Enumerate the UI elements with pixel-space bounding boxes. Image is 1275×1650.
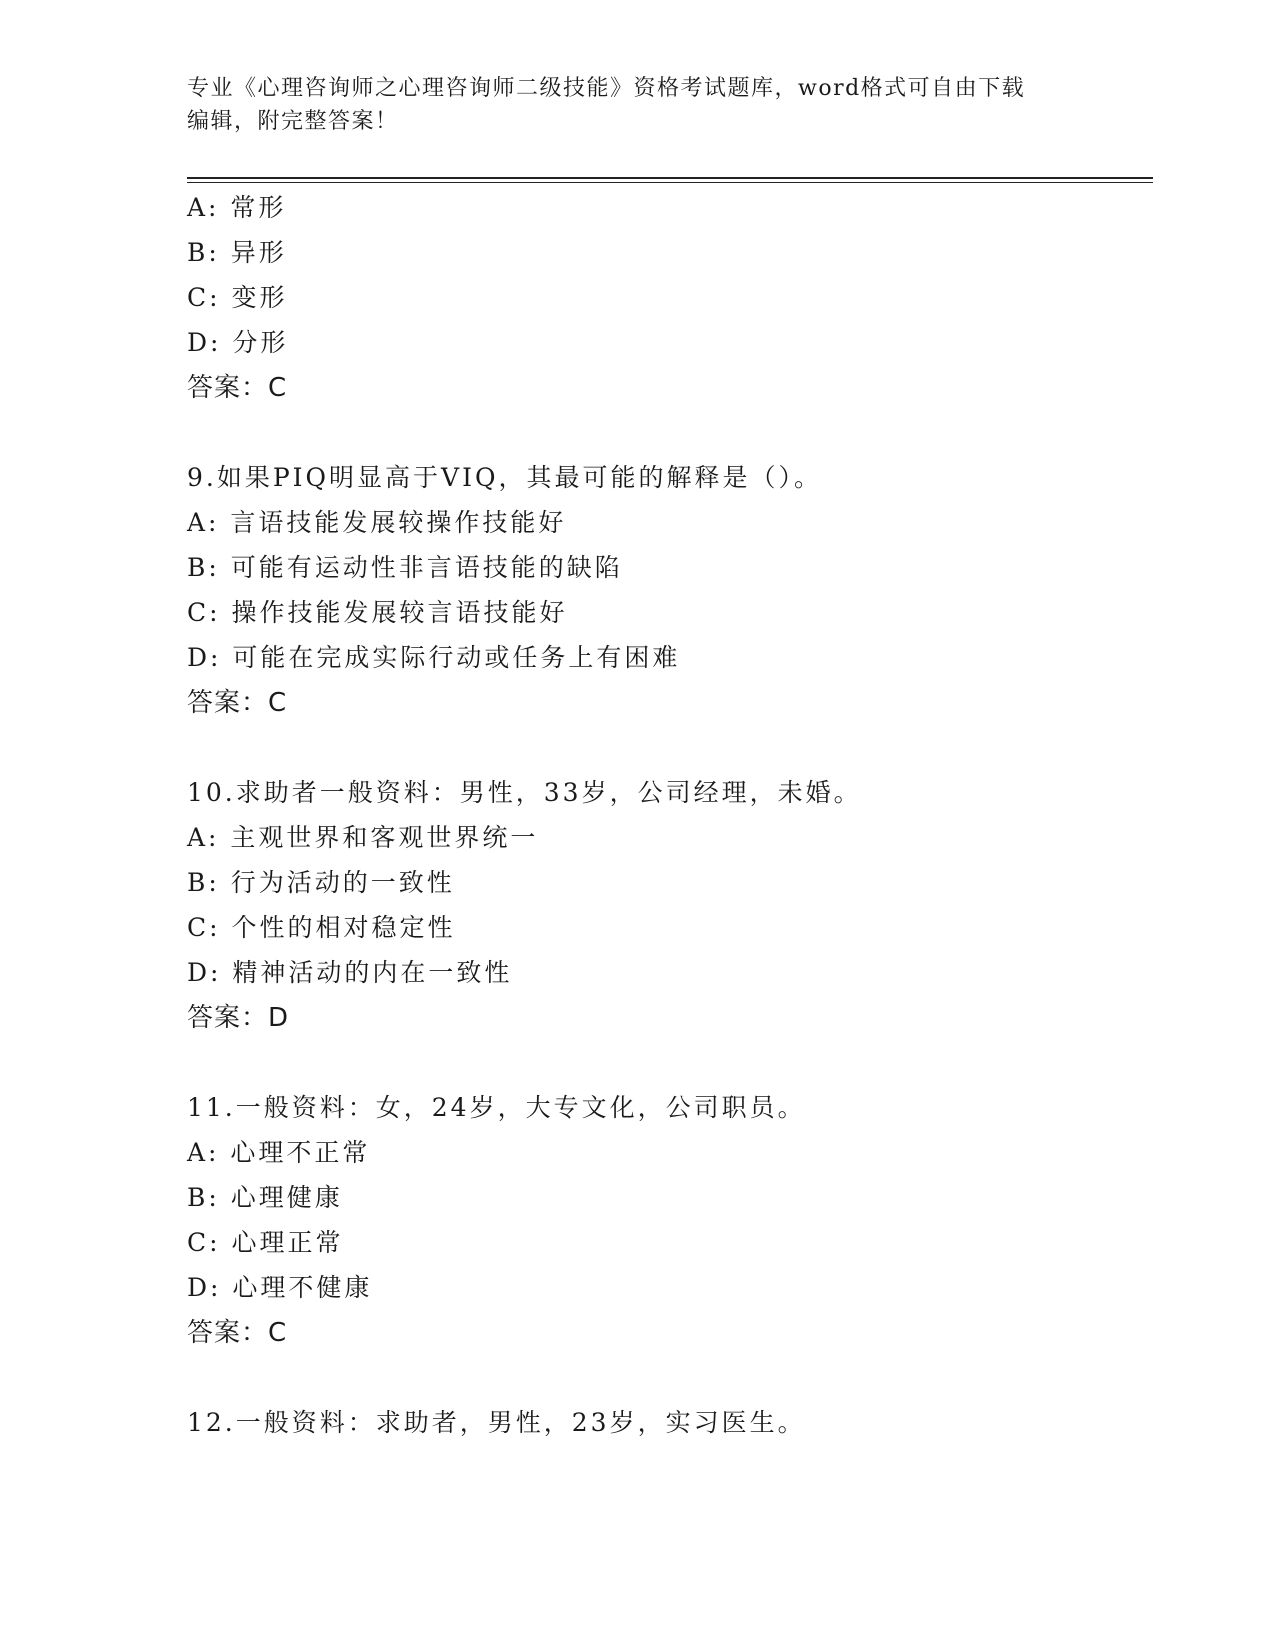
header-line-1: 专业《心理咨询师之心理咨询师二级技能》资格考试题库，word格式可自由下载 <box>187 76 1026 101</box>
q10-option-a: A: 主观世界和客观世界统一 <box>187 823 539 852</box>
q11-option-b: B: 心理健康 <box>187 1183 343 1212</box>
q10-answer: 答案：D <box>187 1003 290 1033</box>
q8-option-d: D: 分形 <box>187 328 289 357</box>
q8-option-a: A: 常形 <box>187 193 287 222</box>
q9-option-d: D: 可能在完成实际行动或任务上有困难 <box>187 643 681 672</box>
q10-option-b: B: 行为活动的一致性 <box>187 868 455 897</box>
q8-option-b: B: 异形 <box>187 238 287 267</box>
q11-option-a: A: 心理不正常 <box>187 1138 371 1167</box>
q10-stem: 10.求助者一般资料：男性，33岁，公司经理，未婚。 <box>187 778 862 807</box>
header-line-2: 编辑，附完整答案！ <box>187 109 399 134</box>
document-header <box>187 72 1067 138</box>
q9-option-a: A: 言语技能发展较操作技能好 <box>187 508 567 537</box>
q8-answer: 答案：C <box>187 373 288 403</box>
q11-option-c: C: 心理正常 <box>187 1228 344 1257</box>
q11-option-d: D: 心理不健康 <box>187 1273 373 1302</box>
header-divider-thin <box>187 182 1153 183</box>
q11-answer: 答案：C <box>187 1318 288 1348</box>
q9-stem: 9.如果PIQ明显高于VIQ，其最可能的解释是（）。 <box>187 463 822 492</box>
q9-answer: 答案：C <box>187 688 288 718</box>
q10-option-d: D: 精神活动的内在一致性 <box>187 958 513 987</box>
q12-stem: 12.一般资料：求助者，男性，23岁，实习医生。 <box>187 1408 806 1437</box>
q8-option-c: C: 变形 <box>187 283 288 312</box>
q9-option-b: B: 可能有运动性非言语技能的缺陷 <box>187 553 623 582</box>
q9-option-c: C: 操作技能发展较言语技能好 <box>187 598 568 627</box>
q10-option-c: C: 个性的相对稳定性 <box>187 913 456 942</box>
header-divider <box>187 177 1153 179</box>
q11-stem: 11.一般资料：女，24岁，大专文化，公司职员。 <box>187 1093 806 1122</box>
